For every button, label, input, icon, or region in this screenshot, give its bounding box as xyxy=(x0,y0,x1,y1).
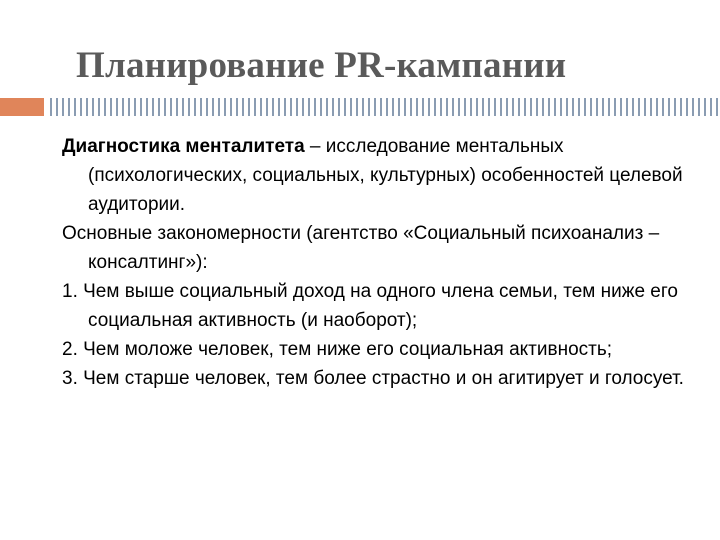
list-item: 3. Чем старше человек, тем более страстно и он агитирует и голосует. xyxy=(62,368,684,389)
definition-paragraph xyxy=(62,132,702,219)
list-item: 2. Чем моложе человек, тем ниже его социальная активность; xyxy=(62,339,613,360)
title-divider xyxy=(50,98,720,116)
list-item: 1. Чем выше социальный доход на одного члена семьи, тем ниже его социальная активность (и наоборот); xyxy=(62,281,678,331)
definition-term: Диагностика менталитета xyxy=(62,136,305,157)
definition-text: – исследование ментальных (психологических, социальных, культурных) особенностей целевой аудитории. xyxy=(88,136,683,215)
intro-paragraph: Основные закономерности (агентство «Социальный психоанализ – консалтинг»): xyxy=(62,223,660,273)
title-accent-block xyxy=(0,98,44,116)
slide-body xyxy=(62,132,702,393)
slide-title: Планирование PR-кампании xyxy=(76,45,567,86)
